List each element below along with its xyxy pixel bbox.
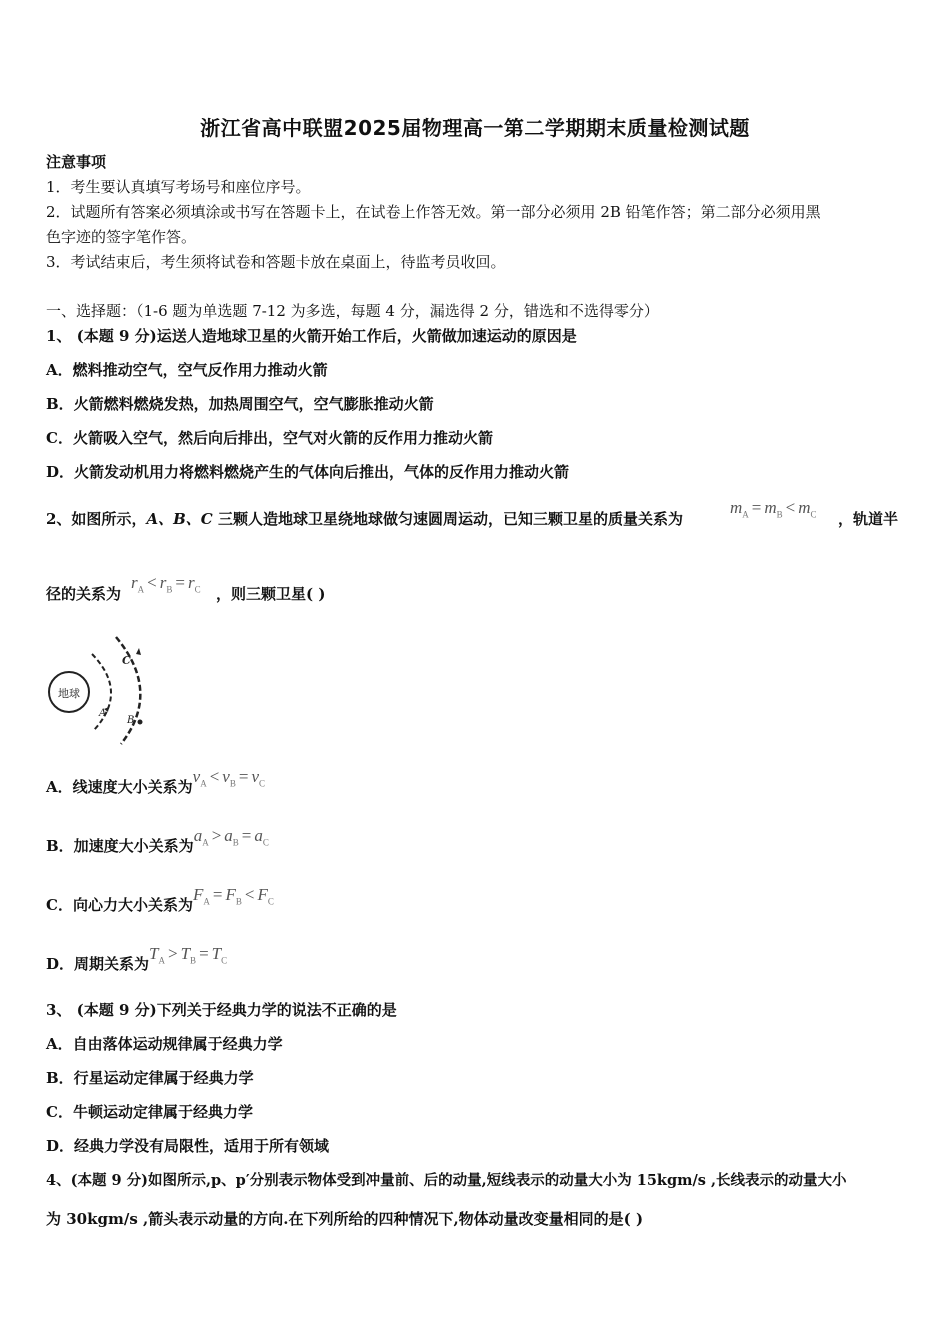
- notice-heading: 注意事项: [46, 153, 107, 171]
- arrow-c-icon: [136, 648, 141, 655]
- q1-stem: 1、 (本题 9 分)运送人造地球卫星的火箭开始工作后，火箭做加速运动的原因是: [46, 327, 577, 345]
- q2-stem-start: 2、如图所示，: [46, 510, 147, 528]
- q1-option-d: D．火箭发动机用力将燃料燃烧产生的气体向后推出，气体的反作用力推动火箭: [46, 463, 570, 481]
- q3-option-b: B．行星运动定律属于经典力学: [46, 1069, 254, 1087]
- label-a: A: [99, 708, 107, 719]
- q2-option-a: A．线速度大小关系为$v_A < v_B = v_C$: [46, 767, 265, 796]
- section-heading: 一、选择题：（1-6 题为单选题 7-12 为多选，每题 4 分，漏选得 2 分，错选和不选得零分）: [46, 302, 659, 320]
- q2-option-c: C．向心力大小关系为$F_A = F_B < F_C$: [46, 885, 274, 914]
- q4-stem-line2: 为 30kgm/s ,箭头表示动量的方向.在下列所给的四种情况下,物体动量改变量相同的是( ): [46, 1210, 644, 1228]
- q1-option-b: B．火箭燃料燃烧发热，加热周围空气，空气膨胀推动火箭: [46, 395, 434, 413]
- earth-label: 地球: [58, 687, 80, 700]
- q2-satellite-names: A、B、C: [146, 510, 213, 528]
- q2-stem-line1: [46, 509, 683, 529]
- q2-option-d: D．周期关系为$T_A > T_B = T_C$: [46, 944, 228, 973]
- q2-stem-tail: ，则三颗卫星( ): [216, 585, 326, 603]
- q2-stem-radius-label: 径的关系为: [46, 585, 122, 603]
- q3-option-a: A．自由落体运动规律属于经典力学: [46, 1035, 283, 1053]
- notice-item: 2．试题所有答案必须填涂或书写在答题卡上，在试卷上作答无效。第一部分必须用 2B 铅笔作答；第二部分必须用黑: [46, 203, 821, 221]
- q1-option-c: C．火箭吸入空气，然后向后排出，空气对火箭的反作用力推动火箭: [46, 429, 493, 447]
- orbit-diagram: [44, 632, 164, 747]
- q2-stem-end: ，轨道半: [838, 510, 899, 528]
- label-b: B: [127, 715, 135, 726]
- q2-mass-relation: $m_A = m_B < m_C$: [730, 498, 817, 520]
- q2-radius-relation: $r_A < r_B = r_C$: [131, 573, 201, 595]
- q3-option-d: D．经典力学没有局限性，适用于所有领域: [46, 1137, 330, 1155]
- notice-item: 3．考试结束后，考生须将试卷和答题卡放在桌面上，待监考员收回。: [46, 253, 506, 271]
- satellite-b-dot: [138, 720, 143, 725]
- q3-stem: 3、 (本题 9 分)下列关于经典力学的说法不正确的是: [46, 1001, 397, 1019]
- q1-option-a: A．燃料推动空气，空气反作用力推动火箭: [46, 361, 328, 379]
- page-title: 浙江省高中联盟2025届物理高一第二学期期末质量检测试题: [200, 116, 750, 140]
- q2-stem-mid: 三颗人造地球卫星绕地球做匀速圆周运动，已知三颗卫星的质量关系为: [212, 510, 683, 528]
- label-c: C: [122, 654, 131, 667]
- notice-item: 色字迹的签字笔作答。: [46, 228, 197, 246]
- q3-option-c: C．牛顿运动定律属于经典力学: [46, 1103, 253, 1121]
- notice-item: 1．考生要认真填写考场号和座位序号。: [46, 178, 311, 196]
- q4-stem-line1: 4、(本题 9 分)如图所示,p、p′分别表示物体受到冲量前、后的动量,短线表示的动量大小为 15kgm/s ,长线表示的动量大小: [46, 1172, 847, 1189]
- q2-option-b: B．加速度大小关系为$a_A > a_B = a_C$: [46, 826, 269, 855]
